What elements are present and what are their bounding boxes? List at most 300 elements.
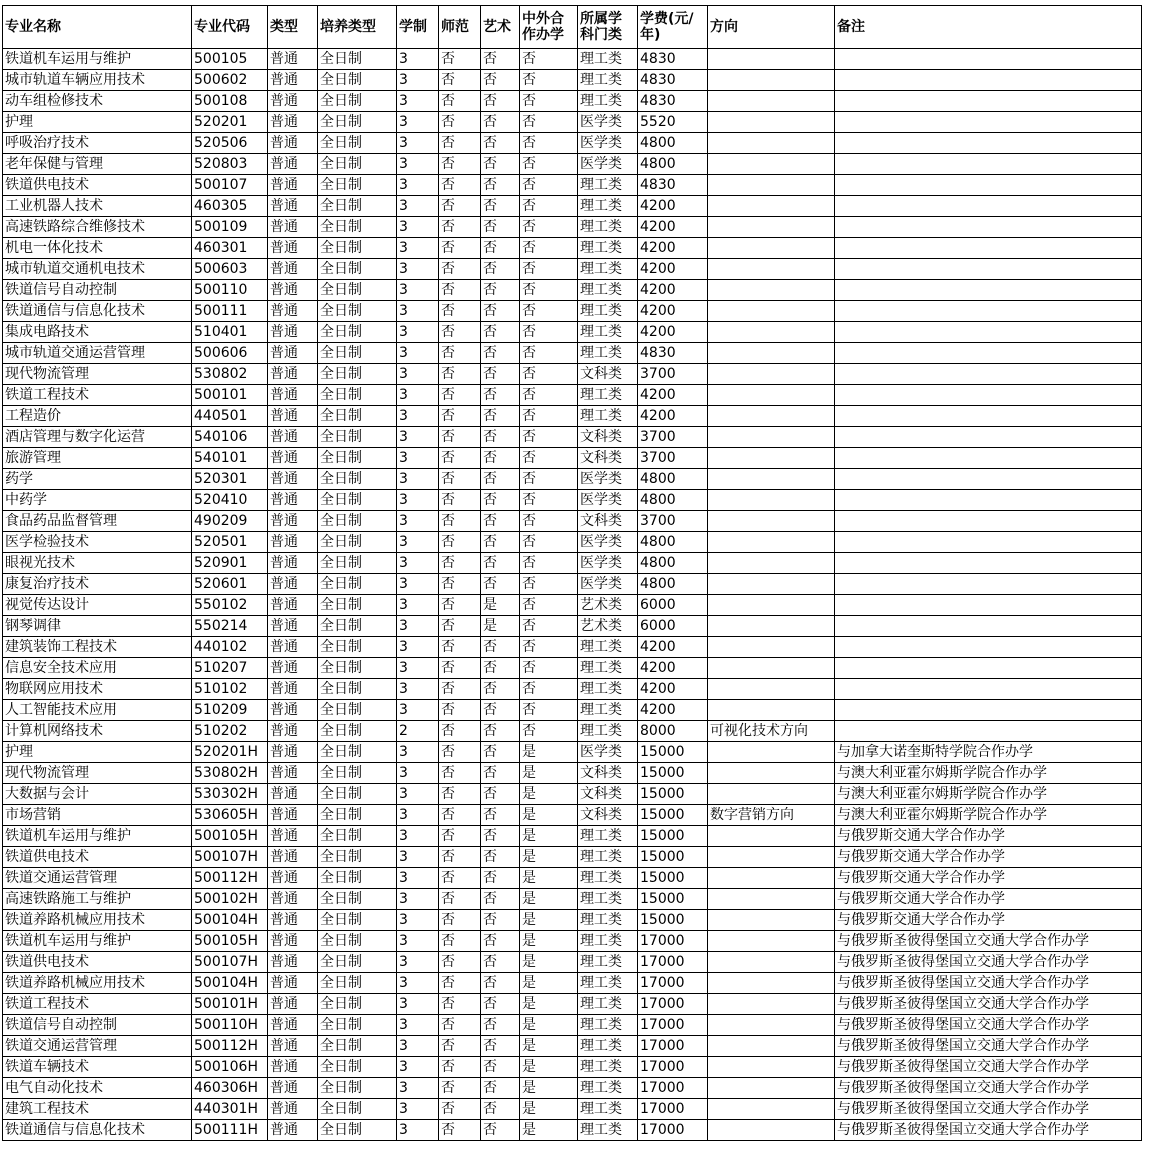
cell-normal: 否 bbox=[439, 679, 481, 700]
cell-normal: 否 bbox=[439, 553, 481, 574]
cell-joint-program: 是 bbox=[520, 931, 578, 952]
cell-major-name: 建筑工程技术 bbox=[3, 1099, 192, 1120]
cell-major-name: 工程造价 bbox=[3, 406, 192, 427]
cell-joint-program: 否 bbox=[520, 343, 578, 364]
cell-discipline: 理工类 bbox=[578, 322, 638, 343]
cell-remarks bbox=[835, 721, 1142, 742]
cell-duration: 3 bbox=[397, 1057, 439, 1078]
cell-normal: 否 bbox=[439, 259, 481, 280]
cell-major-code: 500111 bbox=[192, 301, 268, 322]
cell-training-type: 全日制 bbox=[318, 49, 397, 70]
cell-normal: 否 bbox=[439, 889, 481, 910]
cell-major-code: 460305 bbox=[192, 196, 268, 217]
cell-joint-program: 是 bbox=[520, 1078, 578, 1099]
cell-duration: 3 bbox=[397, 637, 439, 658]
cell-major-code: 520901 bbox=[192, 553, 268, 574]
cell-art: 否 bbox=[481, 133, 520, 154]
cell-tuition: 4830 bbox=[638, 91, 708, 112]
cell-tuition: 4200 bbox=[638, 679, 708, 700]
cell-training-type: 全日制 bbox=[318, 637, 397, 658]
cell-joint-program: 否 bbox=[520, 553, 578, 574]
cell-tuition: 15000 bbox=[638, 805, 708, 826]
header-direction: 方向 bbox=[708, 6, 835, 49]
table-row bbox=[3, 112, 1142, 133]
cell-discipline: 理工类 bbox=[578, 91, 638, 112]
cell-direction bbox=[708, 1120, 835, 1141]
cell-tuition: 15000 bbox=[638, 868, 708, 889]
header-type: 类型 bbox=[268, 6, 318, 49]
cell-discipline: 医学类 bbox=[578, 553, 638, 574]
cell-direction bbox=[708, 994, 835, 1015]
cell-remarks: 与澳大利亚霍尔姆斯学院合作办学 bbox=[835, 805, 1142, 826]
cell-major-name: 中药学 bbox=[3, 490, 192, 511]
cell-major-name: 铁道交通运营管理 bbox=[3, 868, 192, 889]
cell-tuition: 17000 bbox=[638, 973, 708, 994]
cell-joint-program: 否 bbox=[520, 511, 578, 532]
cell-normal: 否 bbox=[439, 448, 481, 469]
cell-major-name: 信息安全技术应用 bbox=[3, 658, 192, 679]
cell-type: 普通 bbox=[268, 406, 318, 427]
header-remarks: 备注 bbox=[835, 6, 1142, 49]
cell-direction bbox=[708, 763, 835, 784]
cell-training-type: 全日制 bbox=[318, 805, 397, 826]
cell-major-code: 500606 bbox=[192, 343, 268, 364]
cell-art: 否 bbox=[481, 679, 520, 700]
cell-remarks: 与俄罗斯交通大学合作办学 bbox=[835, 889, 1142, 910]
cell-type: 普通 bbox=[268, 1120, 318, 1141]
cell-normal: 否 bbox=[439, 784, 481, 805]
cell-training-type: 全日制 bbox=[318, 763, 397, 784]
cell-normal: 否 bbox=[439, 805, 481, 826]
cell-duration: 3 bbox=[397, 574, 439, 595]
cell-direction bbox=[708, 133, 835, 154]
cell-training-type: 全日制 bbox=[318, 1099, 397, 1120]
cell-tuition: 4200 bbox=[638, 322, 708, 343]
cell-normal: 否 bbox=[439, 175, 481, 196]
cell-direction bbox=[708, 910, 835, 931]
cell-major-code: 500105H bbox=[192, 931, 268, 952]
cell-art: 否 bbox=[481, 49, 520, 70]
cell-duration: 3 bbox=[397, 364, 439, 385]
cell-type: 普通 bbox=[268, 1015, 318, 1036]
cell-remarks bbox=[835, 427, 1142, 448]
cell-discipline: 文科类 bbox=[578, 805, 638, 826]
cell-normal: 否 bbox=[439, 847, 481, 868]
table-row bbox=[3, 1120, 1142, 1141]
cell-tuition: 3700 bbox=[638, 511, 708, 532]
cell-joint-program: 否 bbox=[520, 532, 578, 553]
cell-joint-program: 是 bbox=[520, 1120, 578, 1141]
cell-joint-program: 否 bbox=[520, 595, 578, 616]
cell-tuition: 4200 bbox=[638, 700, 708, 721]
cell-type: 普通 bbox=[268, 931, 318, 952]
cell-joint-program: 否 bbox=[520, 616, 578, 637]
cell-art: 否 bbox=[481, 742, 520, 763]
cell-type: 普通 bbox=[268, 301, 318, 322]
cell-remarks: 与俄罗斯交通大学合作办学 bbox=[835, 847, 1142, 868]
cell-tuition: 17000 bbox=[638, 931, 708, 952]
cell-art: 否 bbox=[481, 448, 520, 469]
cell-direction bbox=[708, 448, 835, 469]
cell-tuition: 4200 bbox=[638, 280, 708, 301]
cell-major-name: 铁道信号自动控制 bbox=[3, 280, 192, 301]
cell-remarks bbox=[835, 112, 1142, 133]
cell-art: 否 bbox=[481, 952, 520, 973]
cell-joint-program: 否 bbox=[520, 469, 578, 490]
cell-discipline: 理工类 bbox=[578, 721, 638, 742]
cell-joint-program: 是 bbox=[520, 847, 578, 868]
cell-training-type: 全日制 bbox=[318, 658, 397, 679]
cell-art: 是 bbox=[481, 616, 520, 637]
cell-major-name: 计算机网络技术 bbox=[3, 721, 192, 742]
table-row bbox=[3, 343, 1142, 364]
cell-remarks bbox=[835, 385, 1142, 406]
cell-art: 否 bbox=[481, 994, 520, 1015]
cell-type: 普通 bbox=[268, 721, 318, 742]
cell-major-name: 城市轨道车辆应用技术 bbox=[3, 70, 192, 91]
cell-training-type: 全日制 bbox=[318, 973, 397, 994]
cell-normal: 否 bbox=[439, 70, 481, 91]
cell-tuition: 17000 bbox=[638, 1099, 708, 1120]
cell-training-type: 全日制 bbox=[318, 721, 397, 742]
cell-discipline: 理工类 bbox=[578, 1078, 638, 1099]
cell-type: 普通 bbox=[268, 112, 318, 133]
cell-art: 否 bbox=[481, 343, 520, 364]
cell-tuition: 15000 bbox=[638, 889, 708, 910]
cell-training-type: 全日制 bbox=[318, 742, 397, 763]
cell-joint-program: 是 bbox=[520, 805, 578, 826]
cell-direction bbox=[708, 1015, 835, 1036]
cell-normal: 否 bbox=[439, 826, 481, 847]
header-art: 艺术 bbox=[481, 6, 520, 49]
cell-duration: 3 bbox=[397, 952, 439, 973]
cell-type: 普通 bbox=[268, 889, 318, 910]
cell-direction bbox=[708, 112, 835, 133]
cell-art: 否 bbox=[481, 1036, 520, 1057]
cell-major-name: 旅游管理 bbox=[3, 448, 192, 469]
cell-type: 普通 bbox=[268, 49, 318, 70]
cell-tuition: 4800 bbox=[638, 133, 708, 154]
cell-art: 否 bbox=[481, 553, 520, 574]
cell-remarks bbox=[835, 196, 1142, 217]
cell-normal: 否 bbox=[439, 364, 481, 385]
cell-training-type: 全日制 bbox=[318, 1036, 397, 1057]
cell-remarks: 与俄罗斯圣彼得堡国立交通大学合作办学 bbox=[835, 952, 1142, 973]
cell-major-name: 动车组检修技术 bbox=[3, 91, 192, 112]
cell-major-code: 500101 bbox=[192, 385, 268, 406]
cell-duration: 3 bbox=[397, 196, 439, 217]
cell-normal: 否 bbox=[439, 742, 481, 763]
cell-normal: 否 bbox=[439, 868, 481, 889]
cell-direction bbox=[708, 406, 835, 427]
cell-art: 否 bbox=[481, 364, 520, 385]
cell-type: 普通 bbox=[268, 490, 318, 511]
cell-duration: 3 bbox=[397, 406, 439, 427]
cell-direction bbox=[708, 868, 835, 889]
cell-major-code: 520506 bbox=[192, 133, 268, 154]
cell-discipline: 理工类 bbox=[578, 1099, 638, 1120]
cell-joint-program: 否 bbox=[520, 721, 578, 742]
cell-normal: 否 bbox=[439, 1099, 481, 1120]
cell-major-code: 550214 bbox=[192, 616, 268, 637]
cell-duration: 3 bbox=[397, 70, 439, 91]
cell-normal: 否 bbox=[439, 952, 481, 973]
cell-direction: 数字营销方向 bbox=[708, 805, 835, 826]
cell-training-type: 全日制 bbox=[318, 301, 397, 322]
cell-major-code: 520501 bbox=[192, 532, 268, 553]
cell-discipline: 文科类 bbox=[578, 763, 638, 784]
cell-direction bbox=[708, 1036, 835, 1057]
cell-normal: 否 bbox=[439, 574, 481, 595]
cell-type: 普通 bbox=[268, 280, 318, 301]
cell-discipline: 医学类 bbox=[578, 133, 638, 154]
cell-major-name: 集成电路技术 bbox=[3, 322, 192, 343]
cell-discipline: 理工类 bbox=[578, 973, 638, 994]
table-row bbox=[3, 805, 1142, 826]
cell-art: 否 bbox=[481, 259, 520, 280]
cell-normal: 否 bbox=[439, 133, 481, 154]
cell-discipline: 文科类 bbox=[578, 784, 638, 805]
cell-major-code: 510401 bbox=[192, 322, 268, 343]
cell-training-type: 全日制 bbox=[318, 175, 397, 196]
header-tuition-line1: 学费(元/ bbox=[640, 11, 694, 27]
table-row bbox=[3, 847, 1142, 868]
cell-duration: 3 bbox=[397, 700, 439, 721]
table-row bbox=[3, 553, 1142, 574]
cell-major-name: 工业机器人技术 bbox=[3, 196, 192, 217]
cell-major-name: 铁道工程技术 bbox=[3, 994, 192, 1015]
cell-tuition: 6000 bbox=[638, 616, 708, 637]
cell-major-code: 540106 bbox=[192, 427, 268, 448]
cell-joint-program: 是 bbox=[520, 1099, 578, 1120]
cell-discipline: 文科类 bbox=[578, 511, 638, 532]
cell-major-code: 500104H bbox=[192, 910, 268, 931]
cell-major-name: 铁道通信与信息化技术 bbox=[3, 1120, 192, 1141]
table-row bbox=[3, 196, 1142, 217]
cell-art: 否 bbox=[481, 805, 520, 826]
cell-art: 否 bbox=[481, 91, 520, 112]
cell-normal: 否 bbox=[439, 49, 481, 70]
cell-discipline: 理工类 bbox=[578, 259, 638, 280]
cell-major-name: 铁道工程技术 bbox=[3, 385, 192, 406]
cell-joint-program: 否 bbox=[520, 301, 578, 322]
cell-art: 否 bbox=[481, 406, 520, 427]
table-row bbox=[3, 1036, 1142, 1057]
cell-training-type: 全日制 bbox=[318, 112, 397, 133]
cell-major-code: 500110H bbox=[192, 1015, 268, 1036]
table-body bbox=[3, 49, 1142, 1141]
cell-training-type: 全日制 bbox=[318, 448, 397, 469]
cell-tuition: 17000 bbox=[638, 994, 708, 1015]
cell-duration: 3 bbox=[397, 469, 439, 490]
cell-discipline: 理工类 bbox=[578, 994, 638, 1015]
cell-remarks: 与俄罗斯交通大学合作办学 bbox=[835, 868, 1142, 889]
cell-remarks: 与加拿大诺奎斯特学院合作办学 bbox=[835, 742, 1142, 763]
cell-type: 普通 bbox=[268, 1078, 318, 1099]
cell-remarks bbox=[835, 616, 1142, 637]
cell-discipline: 理工类 bbox=[578, 406, 638, 427]
cell-duration: 3 bbox=[397, 595, 439, 616]
cell-discipline: 理工类 bbox=[578, 910, 638, 931]
cell-type: 普通 bbox=[268, 532, 318, 553]
cell-duration: 3 bbox=[397, 217, 439, 238]
cell-remarks: 与俄罗斯圣彼得堡国立交通大学合作办学 bbox=[835, 1036, 1142, 1057]
cell-duration: 3 bbox=[397, 238, 439, 259]
cell-remarks bbox=[835, 595, 1142, 616]
cell-major-name: 铁道供电技术 bbox=[3, 952, 192, 973]
table-row bbox=[3, 154, 1142, 175]
cell-major-code: 540101 bbox=[192, 448, 268, 469]
cell-tuition: 15000 bbox=[638, 763, 708, 784]
cell-duration: 3 bbox=[397, 154, 439, 175]
cell-major-code: 500105 bbox=[192, 49, 268, 70]
cell-training-type: 全日制 bbox=[318, 532, 397, 553]
cell-remarks bbox=[835, 532, 1142, 553]
cell-type: 普通 bbox=[268, 700, 318, 721]
cell-art: 否 bbox=[481, 532, 520, 553]
cell-remarks bbox=[835, 679, 1142, 700]
cell-training-type: 全日制 bbox=[318, 784, 397, 805]
cell-joint-program: 是 bbox=[520, 994, 578, 1015]
cell-type: 普通 bbox=[268, 469, 318, 490]
cell-training-type: 全日制 bbox=[318, 406, 397, 427]
cell-training-type: 全日制 bbox=[318, 238, 397, 259]
cell-type: 普通 bbox=[268, 658, 318, 679]
cell-major-name: 人工智能技术应用 bbox=[3, 700, 192, 721]
cell-type: 普通 bbox=[268, 217, 318, 238]
cell-discipline: 艺术类 bbox=[578, 616, 638, 637]
cell-direction bbox=[708, 616, 835, 637]
cell-tuition: 4800 bbox=[638, 490, 708, 511]
cell-normal: 否 bbox=[439, 196, 481, 217]
cell-major-code: 500112H bbox=[192, 868, 268, 889]
cell-major-code: 500107 bbox=[192, 175, 268, 196]
cell-direction bbox=[708, 91, 835, 112]
cell-training-type: 全日制 bbox=[318, 91, 397, 112]
cell-type: 普通 bbox=[268, 574, 318, 595]
cell-direction: 可视化技术方向 bbox=[708, 721, 835, 742]
cell-tuition: 15000 bbox=[638, 742, 708, 763]
cell-joint-program: 否 bbox=[520, 322, 578, 343]
table-row bbox=[3, 1057, 1142, 1078]
cell-major-name: 铁道机车运用与维护 bbox=[3, 49, 192, 70]
cell-major-name: 老年保健与管理 bbox=[3, 154, 192, 175]
cell-remarks: 与俄罗斯圣彼得堡国立交通大学合作办学 bbox=[835, 931, 1142, 952]
cell-joint-program: 是 bbox=[520, 889, 578, 910]
cell-tuition: 3700 bbox=[638, 427, 708, 448]
cell-remarks bbox=[835, 280, 1142, 301]
cell-major-name: 食品药品监督管理 bbox=[3, 511, 192, 532]
cell-major-code: 500102H bbox=[192, 889, 268, 910]
cell-art: 否 bbox=[481, 301, 520, 322]
cell-art: 是 bbox=[481, 595, 520, 616]
cell-remarks: 与俄罗斯圣彼得堡国立交通大学合作办学 bbox=[835, 994, 1142, 1015]
header-discipline-line1: 所属学 bbox=[580, 11, 622, 27]
cell-joint-program: 否 bbox=[520, 679, 578, 700]
cell-normal: 否 bbox=[439, 1078, 481, 1099]
cell-joint-program: 否 bbox=[520, 196, 578, 217]
cell-major-name: 铁道供电技术 bbox=[3, 175, 192, 196]
table-row bbox=[3, 574, 1142, 595]
header-joint-program bbox=[520, 6, 578, 49]
cell-training-type: 全日制 bbox=[318, 952, 397, 973]
cell-normal: 否 bbox=[439, 112, 481, 133]
cell-joint-program: 是 bbox=[520, 910, 578, 931]
cell-duration: 3 bbox=[397, 805, 439, 826]
cell-remarks bbox=[835, 49, 1142, 70]
cell-normal: 否 bbox=[439, 406, 481, 427]
cell-normal: 否 bbox=[439, 658, 481, 679]
cell-art: 否 bbox=[481, 238, 520, 259]
cell-remarks bbox=[835, 343, 1142, 364]
cell-training-type: 全日制 bbox=[318, 889, 397, 910]
cell-remarks bbox=[835, 217, 1142, 238]
cell-art: 否 bbox=[481, 217, 520, 238]
cell-training-type: 全日制 bbox=[318, 427, 397, 448]
cell-major-code: 510209 bbox=[192, 700, 268, 721]
cell-tuition: 15000 bbox=[638, 784, 708, 805]
cell-joint-program: 是 bbox=[520, 1015, 578, 1036]
cell-duration: 3 bbox=[397, 385, 439, 406]
cell-major-code: 530302H bbox=[192, 784, 268, 805]
cell-direction bbox=[708, 574, 835, 595]
cell-type: 普通 bbox=[268, 1036, 318, 1057]
cell-discipline: 理工类 bbox=[578, 658, 638, 679]
cell-tuition: 4800 bbox=[638, 574, 708, 595]
cell-direction bbox=[708, 553, 835, 574]
cell-duration: 3 bbox=[397, 868, 439, 889]
table-row bbox=[3, 532, 1142, 553]
table-row bbox=[3, 784, 1142, 805]
cell-art: 否 bbox=[481, 910, 520, 931]
table-row bbox=[3, 1015, 1142, 1036]
cell-duration: 3 bbox=[397, 1120, 439, 1141]
cell-direction bbox=[708, 784, 835, 805]
cell-discipline: 理工类 bbox=[578, 175, 638, 196]
cell-training-type: 全日制 bbox=[318, 595, 397, 616]
cell-joint-program: 否 bbox=[520, 637, 578, 658]
majors-table bbox=[2, 5, 1142, 1141]
cell-duration: 3 bbox=[397, 280, 439, 301]
cell-discipline: 理工类 bbox=[578, 637, 638, 658]
cell-major-code: 500108 bbox=[192, 91, 268, 112]
cell-art: 否 bbox=[481, 196, 520, 217]
cell-normal: 否 bbox=[439, 532, 481, 553]
cell-major-code: 510207 bbox=[192, 658, 268, 679]
cell-art: 否 bbox=[481, 889, 520, 910]
cell-training-type: 全日制 bbox=[318, 574, 397, 595]
cell-remarks: 与俄罗斯圣彼得堡国立交通大学合作办学 bbox=[835, 1120, 1142, 1141]
cell-discipline: 理工类 bbox=[578, 868, 638, 889]
cell-duration: 3 bbox=[397, 175, 439, 196]
cell-tuition: 5520 bbox=[638, 112, 708, 133]
cell-tuition: 15000 bbox=[638, 826, 708, 847]
cell-normal: 否 bbox=[439, 301, 481, 322]
header-major-code: 专业代码 bbox=[192, 6, 268, 49]
cell-normal: 否 bbox=[439, 385, 481, 406]
cell-training-type: 全日制 bbox=[318, 910, 397, 931]
cell-major-code: 440301H bbox=[192, 1099, 268, 1120]
cell-art: 否 bbox=[481, 112, 520, 133]
cell-normal: 否 bbox=[439, 1015, 481, 1036]
cell-discipline: 理工类 bbox=[578, 1036, 638, 1057]
cell-tuition: 4200 bbox=[638, 301, 708, 322]
cell-direction bbox=[708, 469, 835, 490]
cell-remarks bbox=[835, 553, 1142, 574]
cell-remarks bbox=[835, 91, 1142, 112]
cell-joint-program: 否 bbox=[520, 217, 578, 238]
cell-training-type: 全日制 bbox=[318, 847, 397, 868]
